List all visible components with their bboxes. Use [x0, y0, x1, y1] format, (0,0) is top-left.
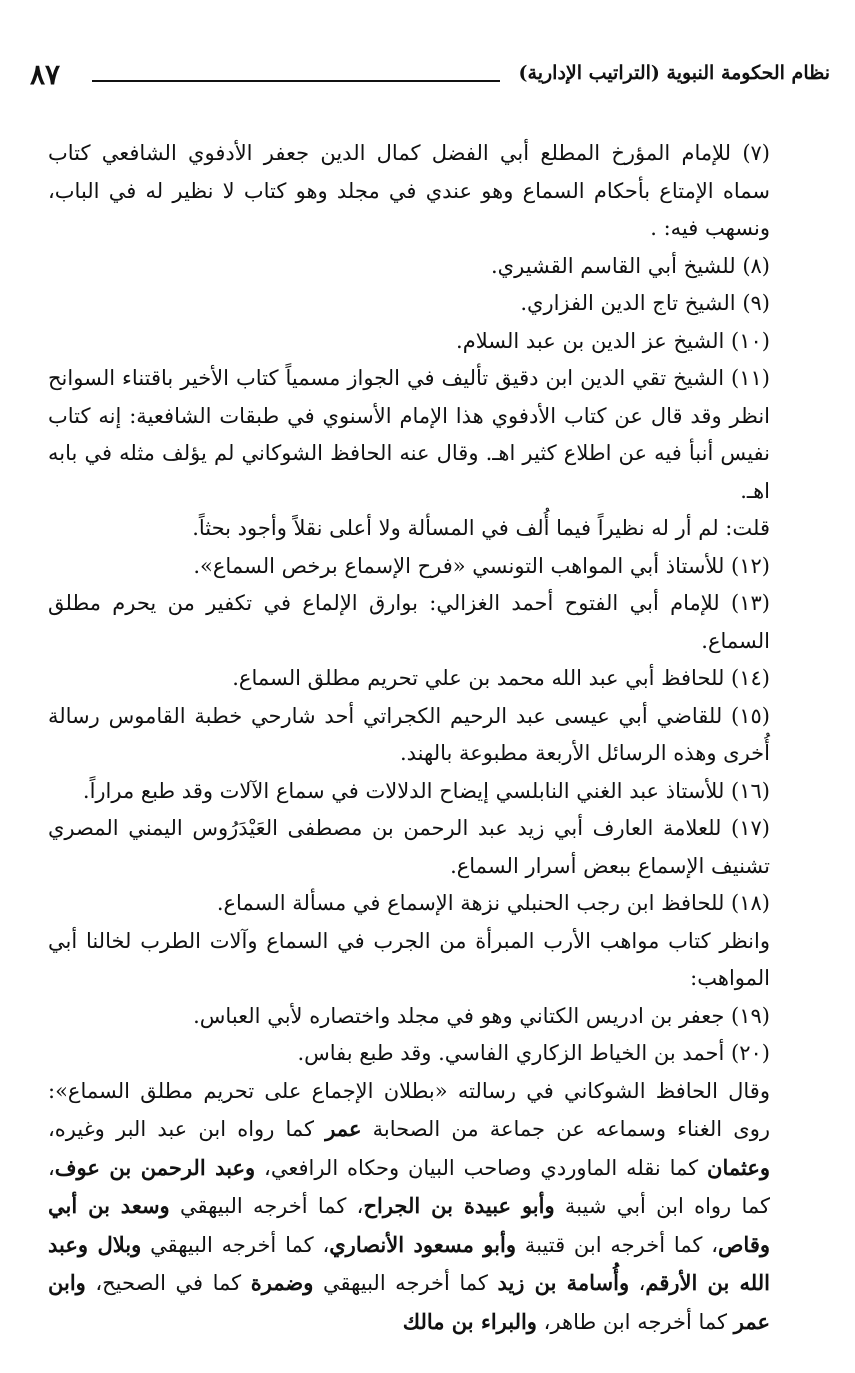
text-segment: وانظر كتاب مواهب الأرب المبرأة من الجرب في السماع وآلات الطرب لخالنا أبي المواهب:: [48, 928, 770, 990]
text-segment: كما نقله الماوردي وصاحب البيان وحكاه الرافعي،: [255, 1155, 708, 1180]
bold-name: عمر: [325, 1116, 362, 1141]
text-segment: (٩) الشيخ تاج الدين الفزاري.: [520, 291, 770, 315]
bold-name: وأُسامة بن زيد: [497, 1270, 630, 1295]
header-rule: [92, 80, 500, 82]
bold-name: وضمرة: [250, 1270, 314, 1295]
bold-name: وأبو مسعود الأنصاري: [329, 1231, 516, 1257]
text-segment: كما رواه ابن عبد البر وغيره،: [48, 1117, 326, 1141]
text-segment: كما أخرجه ابن طاهر،: [536, 1309, 734, 1334]
paragraph-p15: [48, 698, 820, 773]
text-segment: (١٦) للأستاذ عبد الغني النابلسي إيضاح الدلالات في سماع الآلات وقد طبع مراراً.: [82, 778, 770, 803]
paragraph-p14: [48, 660, 820, 698]
page-header: [30, 60, 830, 96]
text-segment: (١٣) للإمام أبي الفتوح أحمد الغزالي: بوارق الإلماع في تكفير من يحرم مطلق السماع.: [48, 591, 770, 653]
text-segment: ، كما أخرجه البيهقي: [169, 1194, 364, 1218]
paragraph-p11: [48, 360, 820, 510]
bold-name: وسعد بن أبي وقاص: [48, 1193, 770, 1257]
text-segment: (١٢) للأستاذ أبي المواهب التونسي «فرح الإسماع برخص السماع».: [193, 553, 770, 578]
bold-name: وعثمان: [707, 1154, 771, 1180]
text-segment: ، كما أخرجه ابن قتيبة: [515, 1232, 719, 1257]
text-segment: (١٧) للعلامة العارف أبي زيد عبد الرحمن بن مصطفى العَيْدَرُوس اليمني المصري تشنيف الإسماع ببعض أسرار السماع.: [48, 816, 770, 878]
bold-name: وابن عمر: [48, 1270, 770, 1334]
text-segment: ، كما أخرجه البيهقي: [141, 1232, 330, 1257]
text-segment: قلت: لم أر له نظيراً فيما أُلف في المسألة ولا أعلى نقلاً وأجود بحثاً.: [192, 516, 770, 540]
paragraph-p_qult: [48, 510, 820, 548]
paragraph-p12: [48, 548, 820, 586]
paragraph-p8: [48, 248, 820, 286]
page-body: [48, 135, 820, 1341]
text-segment: (٧) للإمام المؤرخ المطلع أبي الفضل كمال الدين جعفر الأدفوي الشافعي كتاب سماه الإمتاع بأحكام السماع وهو عندي في مجلد وهو كتاب لا نظير له في الباب، ونسهب فيه: .: [48, 141, 770, 240]
paragraph-p7: [48, 135, 820, 248]
text-segment: ، كما رواه ابن أبي شيبة: [48, 1155, 770, 1218]
text-segment: وقال الحافظ الشوكاني في رسالته «بطلان الإجماع على تحريم مطلق السماع»: روى الغناء وسماعه عن جماعة من الصحابة: [48, 1078, 770, 1141]
paragraph-p19: [48, 998, 820, 1036]
paragraph-p20: [48, 1035, 820, 1073]
paragraph-p16: [48, 773, 820, 811]
text-segment: (٨) للشيخ أبي القاسم القشيري.: [491, 253, 770, 278]
text-segment: (٢٠) أحمد بن الخياط الزكاري الفاسي. وقد طبع بفاس.: [297, 1041, 770, 1065]
bold-name: وبلال وعبد الله بن الأرقم: [48, 1231, 770, 1295]
text-segment: (١٤) للحافظ أبي عبد الله محمد بن علي تحريم مطلق السماع.: [232, 666, 770, 690]
paragraph-p18: [48, 885, 820, 923]
bold-name: وعبد الرحمن بن عوف: [54, 1154, 256, 1180]
bold-name: وأبو عبيدة بن الجراح: [363, 1193, 555, 1218]
page-number: ٨٧: [30, 58, 61, 91]
text-segment: (١٥) للقاضي أبي عيسى عبد الرحيم الكجراتي أحد شارحي خطبة القاموس رسالة أُخرى وهذه الرسائل الأربعة مطبوعة بالهند.: [48, 703, 770, 765]
text-segment: ،: [629, 1271, 646, 1295]
bold-name: والبراء بن مالك: [402, 1308, 537, 1334]
paragraph-p9: [48, 285, 820, 323]
paragraph-p_shawkani: [48, 1073, 820, 1342]
paragraph-p17: [48, 810, 820, 885]
paragraph-p10: [48, 323, 820, 361]
text-segment: (١٨) للحافظ ابن رجب الحنبلي نزهة الإسماع في مسألة السماع.: [216, 891, 770, 915]
text-segment: كما في الصحيح،: [85, 1271, 251, 1295]
text-segment: (١٠) الشيخ عز الدين بن عبد السلام.: [456, 328, 770, 353]
text-segment: (١١) الشيخ تقي الدين ابن دقيق تأليف في الجواز مسمياً كتاب الأخير باقتناء السوانح انظر وقد قال عن كتاب الأدفوي هذا الإمام الأسنوي في طبقات الشافعية: إنه كتاب نفيس أنبأ فيه عن اطلاع كثير اهـ. وقال عنه الحافظ الشوكاني لم يؤلف مثله في بابه اهـ.: [48, 366, 770, 503]
text-segment: كما أخرجه البيهقي: [313, 1271, 498, 1295]
running-title: نظام الحكومة النبوية (التراتيب الإدارية): [518, 62, 830, 84]
text-segment: (١٩) جعفر بن ادريس الكتاني وهو في مجلد واختصاره لأبي العباس.: [193, 1003, 770, 1028]
paragraph-p_mawahib: [48, 923, 820, 998]
paragraph-p13: [48, 585, 820, 660]
